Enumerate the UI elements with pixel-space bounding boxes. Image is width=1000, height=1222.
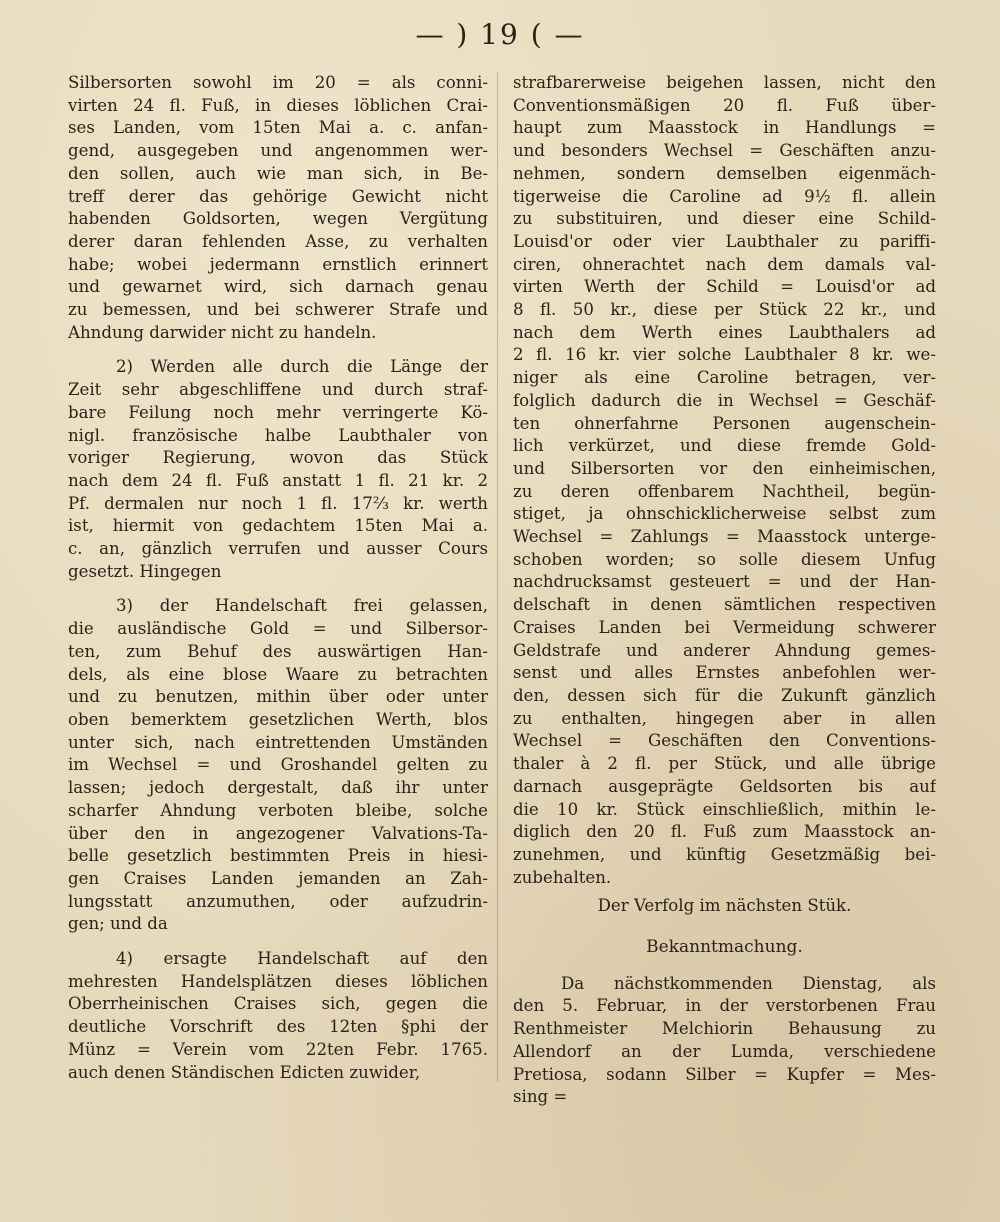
text-line: niger als eine Caroline betragen, ver- [513, 368, 936, 388]
text-line: Wechsel = Zahlungs = Maasstock unterge- [513, 527, 936, 547]
text-line: 3) der Handelschaft frei gelassen, [116, 596, 488, 616]
text-line: mehresten Handelsplätzen dieses löblichen [68, 971, 488, 991]
text-line: oben bemerktem gesetzlichen Werth, blos [68, 709, 488, 729]
text-line: virten 24 fl. Fuß, in dieses löblichen Crai- [68, 95, 488, 115]
text-line: und gewarnet wird, sich darnach genau [68, 277, 488, 297]
page-number: — ) 19 ( — [415, 18, 585, 51]
text-line: Craises Landen bei Vermeidung schwerer [513, 617, 936, 637]
text-line: Silbersorten sowohl im 20 = als conni- [68, 73, 488, 92]
text-line: die ausländische Gold = und Silbersor- [68, 619, 488, 639]
text-line: scharfer Ahndung verboten bleibe, solche [68, 800, 488, 820]
text-line: virten Werth der Schild = Louisd'or ad [513, 277, 936, 297]
text-line: zubehalten. [513, 867, 612, 887]
text-line: Da nächstkommenden Dienstag, als [561, 973, 936, 993]
text-line: thaler à 2 fl. per Stück, und alle übrige [513, 754, 936, 774]
text-line: Oberrheinischen Craises sich, gegen die [68, 994, 488, 1014]
text-line: gen Craises Landen jemanden an Zah- [68, 868, 488, 888]
left-paragraph-2 [68, 356, 488, 583]
text-line: ten ohnerfahrne Personen augenschein- [513, 413, 936, 433]
text-line: dels, als eine blose Waare zu betrachten [68, 664, 488, 684]
text-line: 2 fl. 16 kr. vier solche Laubthaler 8 kr. we- [513, 345, 936, 365]
text-line: derer daran fehlenden Asse, zu verhalten [68, 231, 488, 251]
text-line: ist, hiermit von gedachtem 15ten Mai a. [68, 516, 488, 536]
text-line: und zu benutzen, mithin über oder unter [68, 687, 488, 707]
text-line: 2) Werden alle durch die Länge der [116, 357, 488, 377]
text-line: Zeit sehr abgeschliffene und durch straf- [68, 380, 488, 400]
text-line: den, dessen sich für die Zukunft gänzlich [513, 685, 936, 705]
text-line: den sollen, auch wie man sich, in Be- [68, 163, 488, 183]
left-column [68, 72, 488, 1084]
text-line: zu enthalten, hingegen aber in allen [513, 708, 936, 728]
text-line: im Wechsel = und Groshandel gelten zu [68, 755, 488, 775]
text-line: nehmen, sondern demselben eigenmäch- [513, 163, 936, 183]
text-line: nach dem Werth eines Laubthalers ad [513, 322, 936, 342]
text-line: ses Landen, vom 15ten Mai a. c. anfan- [68, 118, 488, 138]
continuation-note: Der Verfolg im nächsten Stük. [597, 896, 852, 916]
text-line: lassen; jedoch dergestalt, daß ihr unter [68, 778, 488, 798]
text-line: belle gesetzlich bestimmten Preis in hiesi- [68, 846, 488, 866]
text-line: Louisd'or oder vier Laubthaler zu pariffi- [513, 231, 936, 251]
text-line: tigerweise die Caroline ad 9½ fl. allein [513, 186, 936, 206]
text-line: strafbarerweise beigehen lassen, nicht den [513, 73, 936, 92]
text-line: gend, ausgegeben und angenommen wer- [68, 141, 488, 161]
text-line: sing = [513, 1087, 568, 1107]
text-line: zunehmen, und künftig Gesetzmäßig bei- [513, 844, 936, 864]
text-line: und besonders Wechsel = Geschäften anzu- [513, 141, 936, 161]
announcement-paragraph [513, 973, 936, 1109]
right-paragraph-1 [513, 72, 936, 889]
text-line: auch denen Ständischen Edicten zuwider, [68, 1062, 421, 1082]
text-line: nachdrucksamst gesteuert = und der Han- [513, 572, 936, 592]
text-line: gesetzt. Hingegen [68, 561, 222, 581]
text-line: Geldstrafe und anderer Ahndung gemes- [513, 640, 936, 660]
text-line: zu bemessen, und bei schwerer Strafe und [68, 300, 488, 320]
text-line: ciren, ohnerachtet nach dem damals val- [513, 254, 936, 274]
text-line: den 5. Februar, in der verstorbenen Frau [513, 996, 936, 1016]
text-line: bare Feilung noch mehr verringerte Kö- [68, 402, 488, 422]
text-line: stiget, ja ohnschicklicherweise selbst zum [513, 504, 936, 524]
left-paragraph-3 [68, 595, 488, 936]
text-line: zu deren offenbarem Nachtheil, begün- [513, 481, 936, 501]
text-line: die 10 kr. Stück einschließlich, mithin le- [513, 799, 936, 819]
text-line: treff derer das gehörige Gewicht nicht [68, 186, 488, 206]
text-line: gen; und da [68, 914, 168, 934]
text-line: Pf. dermalen nur noch 1 fl. 17⅔ kr. werth [68, 493, 488, 513]
text-line: ten, zum Behuf des auswärtigen Han- [68, 641, 488, 661]
text-line: Conventionsmäßigen 20 fl. Fuß über- [513, 95, 936, 115]
text-line: 8 fl. 50 kr., diese per Stück 22 kr., und [513, 300, 936, 320]
text-line: unter sich, nach eintrettenden Umständen [68, 732, 488, 752]
text-line: Renthmeister Melchiorin Behausung zu [513, 1019, 936, 1039]
text-line: nach dem 24 fl. Fuß anstatt 1 fl. 21 kr. 2 [68, 470, 488, 490]
text-line: folglich dadurch die in Wechsel = Geschäf- [513, 390, 936, 410]
text-line: Pretiosa, sodann Silber = Kupfer = Mes- [513, 1064, 936, 1084]
text-line: habe; wobei jedermann ernstlich erinnert [68, 254, 488, 274]
column-divider [497, 72, 498, 1082]
text-line: Ahndung darwider nicht zu handeln. [68, 322, 377, 342]
text-line: lich verkürzet, und diese fremde Gold- [513, 436, 936, 456]
announcement-heading: Bekanntmachung. [646, 937, 803, 958]
text-line: schoben worden; so solle diesem Unfug [513, 549, 936, 569]
left-paragraph-1 [68, 72, 488, 344]
text-line: deutliche Vorschrift des 12ten §phi der [68, 1017, 488, 1037]
text-line: Wechsel = Geschäften den Conventions- [513, 731, 936, 751]
text-line: habenden Goldsorten, wegen Vergütung [68, 209, 488, 229]
text-line: Allendorf an der Lumda, verschiedene [513, 1041, 936, 1061]
text-line: 4) ersagte Handelschaft auf den [116, 949, 488, 969]
right-column [513, 72, 936, 1109]
text-line: senst und alles Ernstes anbefohlen wer- [513, 663, 936, 683]
text-line: darnach ausgeprägte Geldsorten bis auf [513, 776, 936, 796]
text-line: Münz = Verein vom 22ten Febr. 1765. [68, 1039, 488, 1059]
text-line: delschaft in denen sämtlichen respectiven [513, 595, 936, 615]
text-line: nigl. französische halbe Laubthaler von [68, 425, 488, 445]
text-line: lungsstatt anzumuthen, oder aufzudrin- [68, 891, 488, 911]
text-line: und Silbersorten vor den einheimischen, [513, 458, 936, 478]
text-line: haupt zum Maasstock in Handlungs = [513, 118, 936, 138]
text-line: c. an, gänzlich verrufen und ausser Cours [68, 539, 488, 559]
text-line: zu substituiren, und dieser eine Schild- [513, 209, 936, 229]
text-line: diglich den 20 fl. Fuß zum Maasstock an- [513, 822, 936, 842]
text-line: über den in angezogener Valvations-Ta- [68, 823, 488, 843]
left-paragraph-4 [68, 948, 488, 1084]
text-line: voriger Regierung, wovon das Stück [68, 448, 488, 468]
